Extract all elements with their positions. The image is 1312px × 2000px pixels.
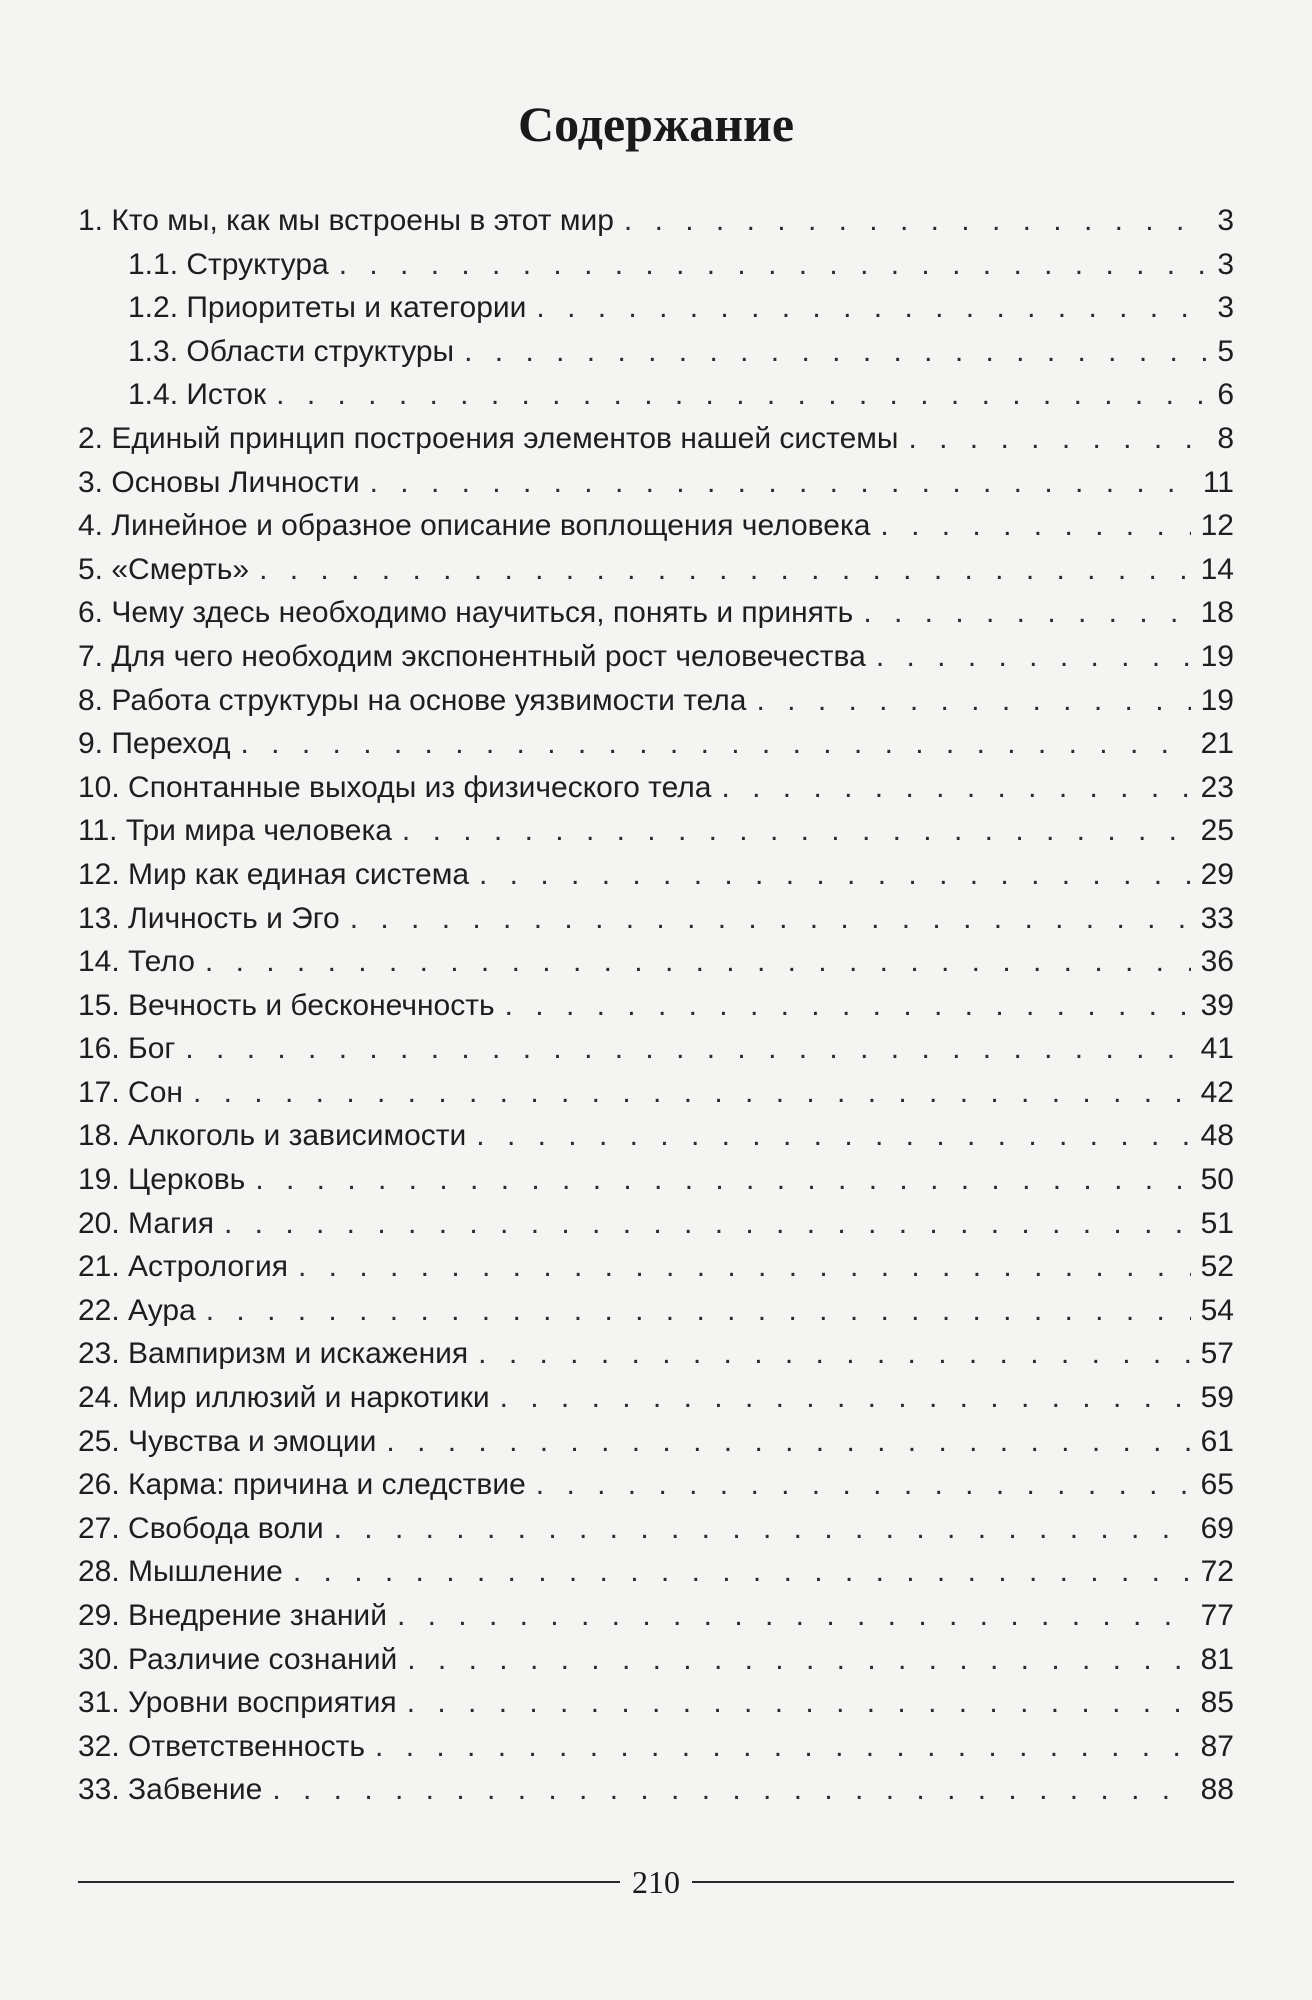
toc-entry	[78, 1114, 1234, 1158]
toc-entry-page-number: 48	[1200, 1119, 1234, 1153]
toc-entry-page-number: 21	[1200, 727, 1234, 761]
dot-leader	[293, 1550, 1191, 1594]
toc-entry-title: 24. Мир иллюзий и наркотики	[78, 1381, 490, 1415]
toc-entry-page-number: 50	[1200, 1163, 1234, 1197]
toc-entry-title: 29. Внедрение знаний	[78, 1599, 387, 1632]
toc-entry-page-number: 87	[1200, 1729, 1234, 1763]
toc-entry-page-number: 54	[1200, 1293, 1234, 1327]
toc-entry	[78, 1463, 1234, 1507]
toc-entry	[78, 897, 1234, 941]
toc-entry-title: 27. Свобода воли	[78, 1511, 324, 1545]
toc-entry-title: 11. Три мира человека	[78, 814, 392, 848]
toc-entry-title: 5. «Смерть»	[78, 552, 250, 586]
toc-entry	[78, 1158, 1234, 1202]
footer-rule-right	[692, 1881, 1234, 1883]
dot-leader	[206, 1289, 1191, 1333]
toc-entry	[78, 417, 1234, 461]
dot-leader	[241, 722, 1191, 766]
toc-entry-title: 33. Забвение	[78, 1773, 263, 1807]
toc-entry-page-number: 14	[1200, 552, 1234, 586]
toc-entry	[78, 766, 1234, 810]
toc-entry-title: 1.2. Приоритеты и категории	[128, 291, 527, 325]
dot-leader	[276, 373, 1207, 417]
dot-leader	[272, 1768, 1190, 1812]
toc-entry	[78, 809, 1234, 853]
page-number: 210	[632, 1864, 680, 1900]
toc-entry	[78, 591, 1234, 635]
toc-entry	[78, 1071, 1234, 1115]
dot-leader	[224, 1202, 1191, 1246]
toc-entry	[78, 1027, 1234, 1071]
toc-entry	[78, 548, 1234, 592]
footer-rule-left	[78, 1881, 620, 1883]
toc-entry	[78, 373, 1234, 417]
dot-leader	[205, 940, 1191, 984]
toc-entry-page-number: 51	[1200, 1206, 1234, 1240]
toc-entry-title: 2. Единый принцип построения элементов нашей системы	[78, 421, 899, 455]
toc-entry	[78, 679, 1234, 723]
toc-entry	[78, 243, 1234, 287]
toc-entry-title: 23. Вампиризм и искажения	[78, 1337, 469, 1371]
toc-entry-title: 15. Вечность и бесконечность	[78, 988, 495, 1022]
toc-entry-page-number: 25	[1200, 814, 1234, 848]
toc-entry-page-number: 5	[1217, 334, 1234, 368]
toc-entry-page-number: 36	[1200, 945, 1234, 979]
toc-entry-page-number: 65	[1200, 1468, 1234, 1502]
dot-leader	[464, 330, 1207, 374]
dot-leader	[500, 1376, 1191, 1420]
table-of-contents	[78, 199, 1234, 1812]
toc-entry	[78, 1420, 1234, 1464]
page-title: Содержание	[517, 96, 795, 152]
dot-leader	[397, 1594, 1191, 1638]
dot-leader	[756, 679, 1190, 723]
toc-entry	[78, 1245, 1234, 1289]
toc-entry	[78, 940, 1234, 984]
dot-leader	[185, 1027, 1190, 1071]
page-footer	[78, 1862, 1234, 1902]
toc-entry	[78, 1638, 1234, 1682]
dot-leader	[259, 548, 1191, 592]
toc-entry-title: 19. Церковь	[78, 1163, 246, 1197]
toc-entry-title: 1. Кто мы, как мы встроены в этот мир	[78, 204, 614, 237]
toc-entry-title: 1.1. Структура	[128, 247, 329, 281]
toc-entry	[78, 330, 1234, 374]
toc-entry-page-number: 19	[1200, 683, 1234, 717]
toc-entry-title: 12. Мир как единая система	[78, 857, 470, 891]
toc-entry-title: 22. Аура	[78, 1293, 196, 1327]
toc-entry	[78, 1594, 1234, 1638]
toc-entry	[78, 504, 1234, 548]
toc-entry-page-number: 81	[1200, 1642, 1234, 1676]
toc-entry-title: 7. Для чего необходим экспонентный рост человечества	[78, 639, 866, 673]
toc-entry-title: 20. Магия	[78, 1206, 214, 1240]
toc-entry-title: 30. Различие сознаний	[78, 1642, 398, 1676]
toc-entry-title: 1.3. Области структуры	[128, 334, 455, 368]
toc-entry-title: 26. Карма: причина и следствие	[78, 1468, 526, 1502]
toc-entry-title: 32. Ответственность	[78, 1729, 366, 1763]
dot-leader	[476, 1114, 1190, 1158]
toc-entry-title: 21. Астрология	[78, 1250, 288, 1284]
toc-entry-page-number: 52	[1200, 1250, 1234, 1284]
toc-entry-title: 10. Спонтанные выходы из физического тела	[78, 770, 712, 804]
toc-entry	[78, 1768, 1234, 1812]
dot-leader	[339, 243, 1208, 287]
dot-leader	[334, 1507, 1191, 1551]
toc-entry	[78, 1376, 1234, 1420]
dot-leader	[370, 461, 1193, 505]
toc-entry	[78, 1289, 1234, 1333]
dot-leader	[407, 1681, 1191, 1725]
toc-entry	[78, 199, 1234, 243]
toc-entry	[78, 1202, 1234, 1246]
toc-entry-page-number: 42	[1200, 1075, 1234, 1109]
dot-leader	[402, 809, 1191, 853]
toc-entry-title: 28. Мышление	[78, 1555, 283, 1589]
toc-entry-page-number: 3	[1217, 247, 1234, 281]
toc-entry-page-number: 72	[1200, 1555, 1234, 1589]
toc-entry-page-number: 29	[1200, 857, 1234, 891]
toc-entry-page-number: 88	[1200, 1773, 1234, 1807]
toc-entry-title: 9. Переход	[78, 727, 231, 761]
dot-leader	[350, 897, 1191, 941]
toc-entry-page-number: 3	[1217, 204, 1234, 237]
toc-entry-page-number: 77	[1200, 1599, 1234, 1632]
toc-entry-page-number: 69	[1200, 1511, 1234, 1545]
dot-leader	[407, 1638, 1190, 1682]
toc-entry-title: 16. Бог	[78, 1032, 176, 1066]
toc-entry-title: 18. Алкоголь и зависимости	[78, 1119, 467, 1153]
dot-leader	[880, 504, 1190, 548]
dot-leader	[298, 1245, 1191, 1289]
dot-leader	[536, 286, 1207, 330]
toc-entry-page-number: 85	[1200, 1686, 1234, 1720]
dot-leader	[536, 1463, 1191, 1507]
dot-leader	[255, 1158, 1190, 1202]
toc-entry-title: 25. Чувства и эмоции	[78, 1424, 377, 1458]
toc-entry-page-number: 41	[1200, 1032, 1234, 1066]
toc-entry-page-number: 11	[1202, 465, 1234, 499]
dot-leader	[721, 766, 1190, 810]
dot-leader	[863, 591, 1190, 635]
toc-entry-title: 17. Сон	[78, 1075, 183, 1109]
toc-entry-page-number: 33	[1200, 901, 1234, 935]
toc-entry-page-number: 12	[1200, 509, 1234, 543]
toc-entry-page-number: 19	[1200, 639, 1234, 673]
toc-entry	[78, 1681, 1234, 1725]
toc-entry-title: 1.4. Исток	[128, 378, 267, 412]
toc-entry-page-number: 61	[1200, 1424, 1234, 1458]
toc-entry-title: 6. Чему здесь необходимо научиться, понять и принять	[78, 596, 854, 630]
toc-entry-title: 31. Уровни восприятия	[78, 1686, 397, 1720]
toc-entry	[78, 722, 1234, 766]
dot-leader	[876, 635, 1191, 679]
dot-leader	[193, 1071, 1191, 1115]
dot-leader	[375, 1725, 1191, 1769]
toc-entry	[78, 1507, 1234, 1551]
toc-entry	[78, 1332, 1234, 1376]
toc-entry	[78, 1550, 1234, 1594]
toc-entry-page-number: 3	[1217, 291, 1234, 325]
dot-leader	[908, 417, 1207, 461]
dot-leader	[479, 853, 1191, 897]
dot-leader	[386, 1420, 1190, 1464]
toc-entry	[78, 984, 1234, 1028]
toc-entry-page-number: 18	[1200, 596, 1234, 630]
toc-entry	[78, 853, 1234, 897]
toc-entry-page-number: 6	[1217, 378, 1234, 412]
dot-leader	[505, 984, 1191, 1028]
toc-entry-page-number: 23	[1200, 770, 1234, 804]
toc-entry-page-number: 8	[1217, 421, 1234, 455]
dot-leader	[624, 199, 1207, 243]
toc-entry-title: 14. Тело	[78, 945, 195, 979]
toc-entry-page-number: 59	[1200, 1381, 1234, 1415]
toc-entry-title: 13. Личность и Эго	[78, 901, 340, 935]
toc-entry-title: 8. Работа структуры на основе уязвимости тела	[78, 683, 747, 717]
toc-entry	[78, 635, 1234, 679]
toc-entry	[78, 286, 1234, 330]
toc-entry	[78, 1725, 1234, 1769]
dot-leader	[478, 1332, 1190, 1376]
toc-entry-page-number: 57	[1200, 1337, 1234, 1371]
toc-entry-title: 4. Линейное и образное описание воплощения человека	[78, 509, 871, 543]
toc-entry-page-number: 39	[1200, 988, 1234, 1022]
toc-entry	[78, 461, 1234, 505]
toc-entry-title: 3. Основы Личности	[78, 465, 360, 499]
